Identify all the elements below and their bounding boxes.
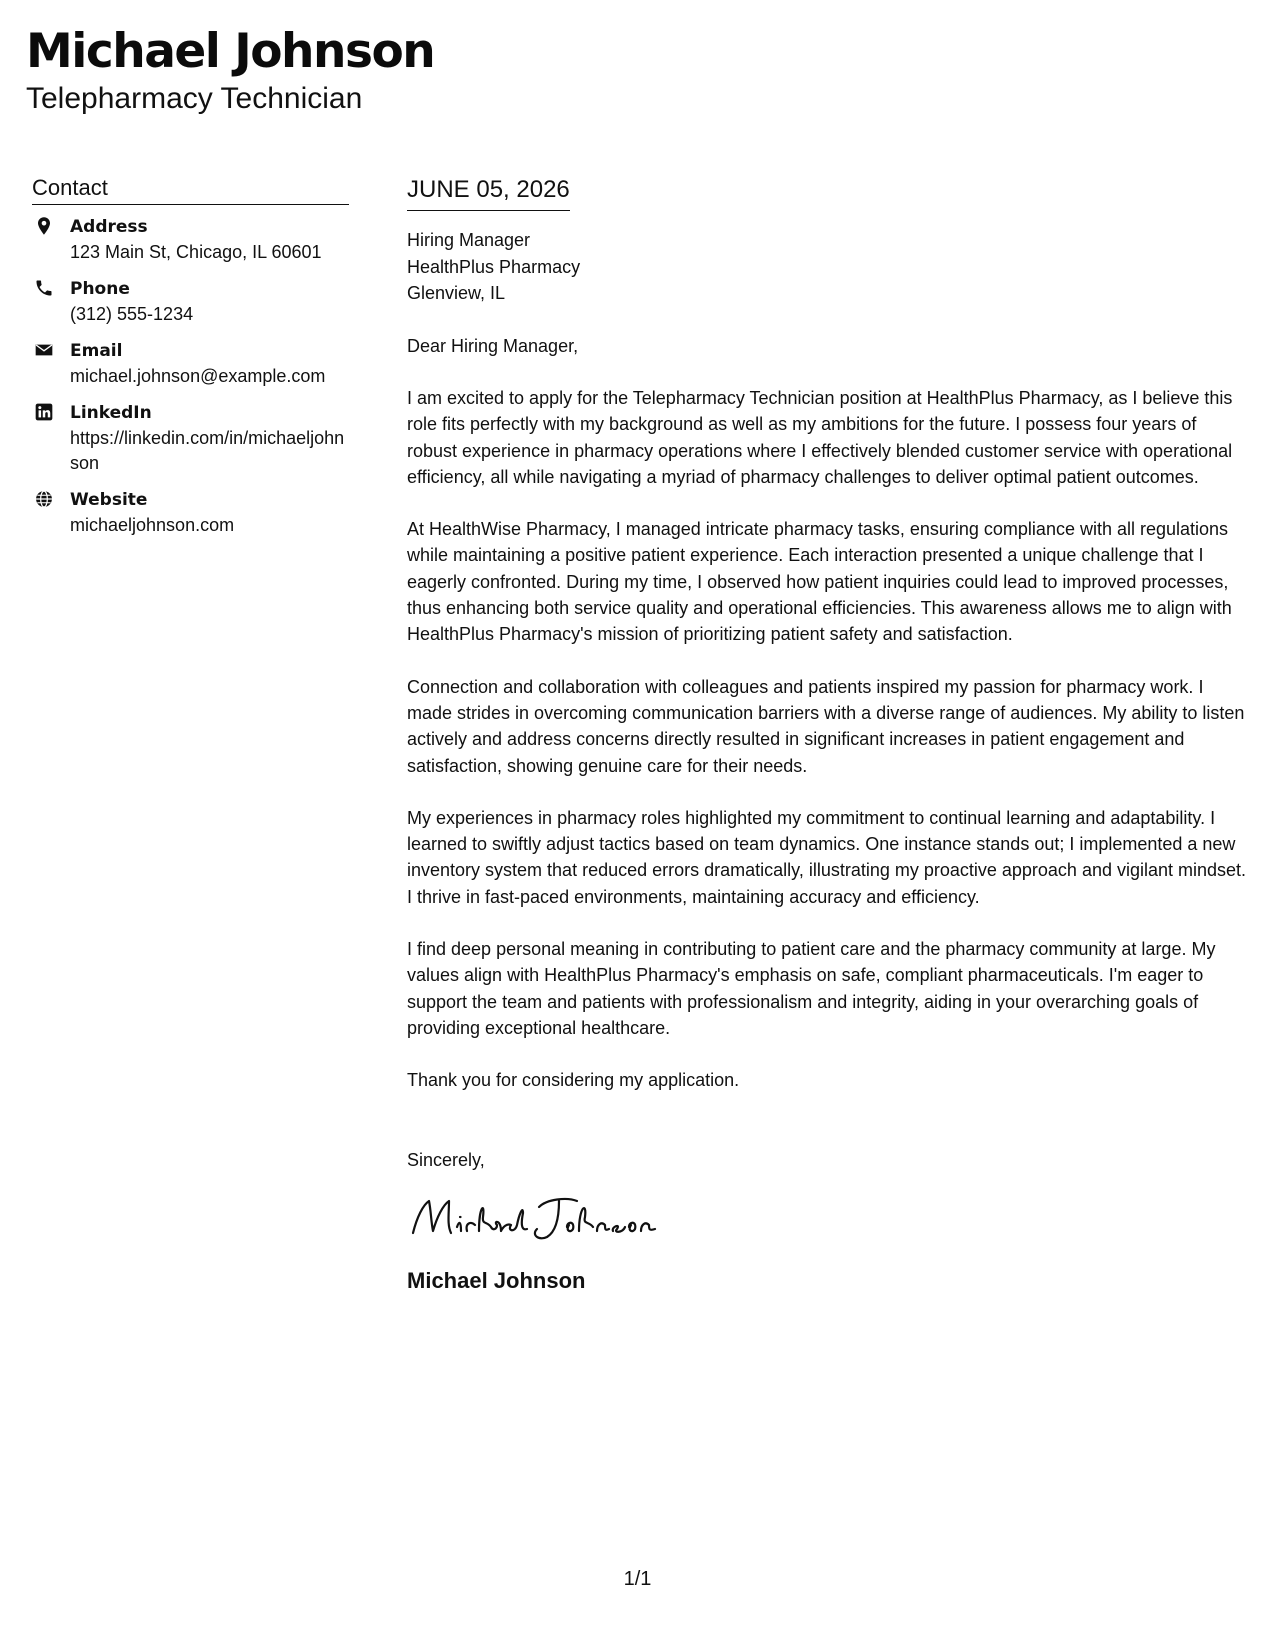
letter-date: JUNE 05, 2026 — [407, 174, 570, 211]
linkedin-label: LinkedIn — [70, 403, 152, 423]
address-value: 123 Main St, Chicago, IL 60601 — [70, 242, 322, 262]
contact-sidebar — [32, 174, 349, 550]
handwritten-signature — [407, 1187, 667, 1247]
envelope-icon — [34, 340, 54, 360]
recipient-block — [407, 227, 1249, 307]
recipient-location: Glenview, IL — [407, 283, 506, 303]
email-label: Email — [70, 341, 123, 361]
applicant-job-title: Telepharmacy Technician — [26, 82, 363, 115]
contact-item-email — [32, 339, 349, 389]
email-value[interactable]: michael.johnson@example.com — [70, 366, 326, 386]
letter-paragraph: I find deep personal meaning in contributing to patient care and the pharmacy community at large. My values align with HealthPlus Pharmacy's emphasis on safe, compliant pharmaceuticals. I'm eager to support the team and patients with professionalism and integrity, aiding in your overarching goals of providing exceptional healthcare. — [407, 939, 1216, 1038]
phone-icon — [34, 278, 54, 298]
page-number: 1/1 — [623, 1568, 652, 1590]
salutation: Dear Hiring Manager, — [407, 335, 579, 356]
valediction: Sincerely, — [407, 1149, 485, 1170]
phone-value: (312) 555-1234 — [70, 304, 194, 324]
recipient-company: HealthPlus Pharmacy — [407, 256, 581, 277]
contact-item-phone — [32, 277, 349, 327]
letter-body — [407, 174, 1249, 1296]
globe-icon — [34, 489, 54, 509]
letter-header — [26, 22, 434, 116]
signed-name: Michael Johnson — [407, 1268, 586, 1294]
letter-paragraph: Connection and collaboration with colleagues and patients inspired my passion for pharmacy work. I made strides in overcoming communication barriers with a diverse range of audiences. My ability to listen actively and address concerns directly resulted in significant increases in patient engagement and satisfaction, showing genuine care for their needs. — [407, 676, 1245, 776]
letter-paragraph: At HealthWise Pharmacy, I managed intricate pharmacy tasks, ensuring compliance with all regulations while maintaining a positive patient experience. Each interaction presented a unique challenge that I eagerly confronted. During my time, I observed how patient inquiries could lead to improved processes, thus enhancing both service quality and operational efficiencies. This awareness allows me to align with HealthPlus Pharmacy's mission of prioritizing patient safety and satisfaction. — [407, 519, 1232, 645]
contact-item-linkedin — [32, 401, 349, 476]
map-pin-icon — [34, 216, 54, 236]
linkedin-value[interactable]: https://linkedin.com/in/michaeljohnson — [70, 428, 345, 473]
letter-paragraph: I am excited to apply for the Telepharmacy Technician position at HealthPlus Pharmacy, as I believe this role fits perfectly with my background as well as my ambitions for the future. I possess four years of robust experience in pharmacy operations where I effectively blended customer service with operational efficiency, all while navigating a myriad of pharmacy challenges to deliver optimal patient outcomes. — [407, 388, 1233, 487]
contact-item-website — [32, 488, 349, 538]
address-label: Address — [70, 217, 148, 237]
contact-heading: Contact — [32, 174, 349, 205]
website-value[interactable]: michaeljohnson.com — [70, 515, 235, 535]
phone-label: Phone — [70, 279, 130, 299]
website-label: Website — [70, 490, 148, 510]
linkedin-icon — [34, 402, 54, 422]
applicant-name: Michael Johnson — [26, 24, 435, 79]
recipient-name: Hiring Manager — [407, 230, 531, 250]
letter-paragraph: My experiences in pharmacy roles highlighted my commitment to continual learning and adaptability. I learned to swiftly adjust tactics based on team dynamics. One instance stands out; I implemented a new inventory system that reduced errors dramatically, illustrating my proactive approach and vigilant mindset. I thrive in fast-paced environments, maintaining accuracy and efficiency. — [407, 807, 1247, 907]
contact-item-address — [32, 215, 349, 265]
closing-line: Thank you for considering my application. — [407, 1070, 740, 1091]
